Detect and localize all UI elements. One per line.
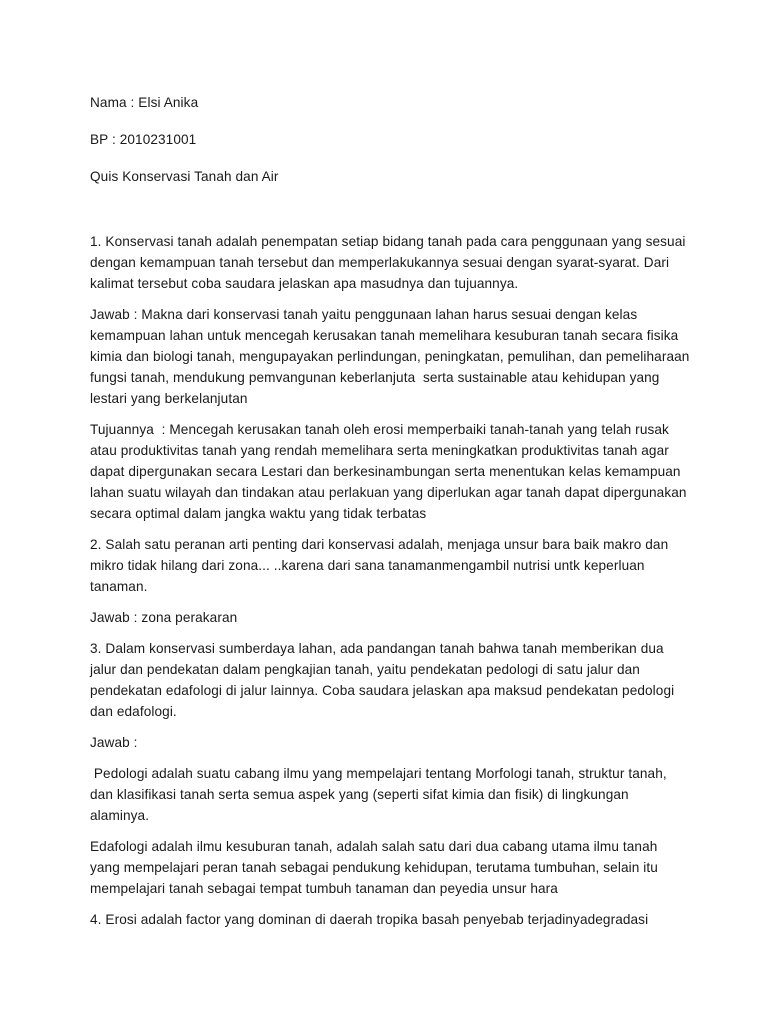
question-3: 3. Dalam konservasi sumberdaya lahan, ada pandangan tanah bahwa tanah memberikan dua jalur dan pendekatan dalam pengkajian tanah, yaitu pendekatan pedologi di satu jalur dan pendekatan edafologi di jalur lainnya. Coba saudara jelaskan apa maksud pendekatan pedologi dan edafologi. (90, 641, 679, 719)
student-bp-number: BP : 2010231001 (90, 132, 197, 147)
document-page (90, 92, 694, 940)
answer-1-purpose: Tujuannya : Mencegah kerusakan tanah oleh erosi memperbaiki tanah-tanah yang telah rusak atau produktivitas tanah yang rendah memelihara serta meningkatkan produktivitas tanah agar dapat dipergunakan secara Lestari dan berkesinambungan serta menentukan kelas kemampuan lahan suatu wilayah dan tindakan atau perlakuan yang diperlukan agar tanah dapat dipergunakan secara optimal dalam jangka waktu yang tidak terbatas (90, 422, 691, 521)
question-4: 4. Erosi adalah factor yang dominan di daerah tropika basah penyebab terjadinyadegradasi (90, 912, 649, 927)
question-1: 1. Konservasi tanah adalah penempatan setiap bidang tanah pada cara penggunaan yang sesuai dengan kemampuan tanah tersebut dan memperlakukannya sesuai dengan syarat-syarat. Dari kalimat tersebut coba saudara jelaskan apa masudnya dan tujuannya. (90, 234, 690, 291)
answer-1-meaning: Jawab : Makna dari konservasi tanah yaitu penggunaan lahan harus sesuai dengan kelas kemampuan lahan untuk mencegah kerusakan tanah memelihara kesuburan tanah secara fisika kimia dan biologi tanah, mengupayakan perlindungan, peningkatan, pemulihan, dan pemeliharaan fungsi tanah, mendukung pemvangunan keberlanjuta serta sustainable atau kehidupan yang lestari yang berkelanjutan (90, 307, 694, 406)
answer-3-label: Jawab : (90, 735, 138, 750)
question-2: 2. Salah satu peranan arti penting dari konservasi adalah, menjaga unsur bara baik makro dan mikro tidak hilang dari zona... ..karena dari sana tanamanmengambil nutrisi untk keperluan tanaman. (90, 537, 673, 594)
student-name: Nama : Elsi Anika (90, 95, 199, 110)
quiz-title: Quis Konservasi Tanah dan Air (90, 169, 279, 184)
answer-3-pedology: Pedologi adalah suatu cabang ilmu yang mempelajari tentang Morfologi tanah, struktur tanah, dan klasifikasi tanah serta semua aspek yang (seperti sifat kimia dan fisik) di lingkungan alaminya. (90, 766, 671, 823)
answer-3-edaphology: Edafologi adalah ilmu kesuburan tanah, adalah salah satu dari dua cabang utama ilmu tanah yang mempelajari peran tanah sebagai pendukung kehidupan, terutama tumbuhan, selain itu mempelajari tanah sebagai tempat tumbuh tanaman dan peyedia unsur hara (90, 839, 662, 896)
answer-2: Jawab : zona perakaran (90, 610, 238, 625)
